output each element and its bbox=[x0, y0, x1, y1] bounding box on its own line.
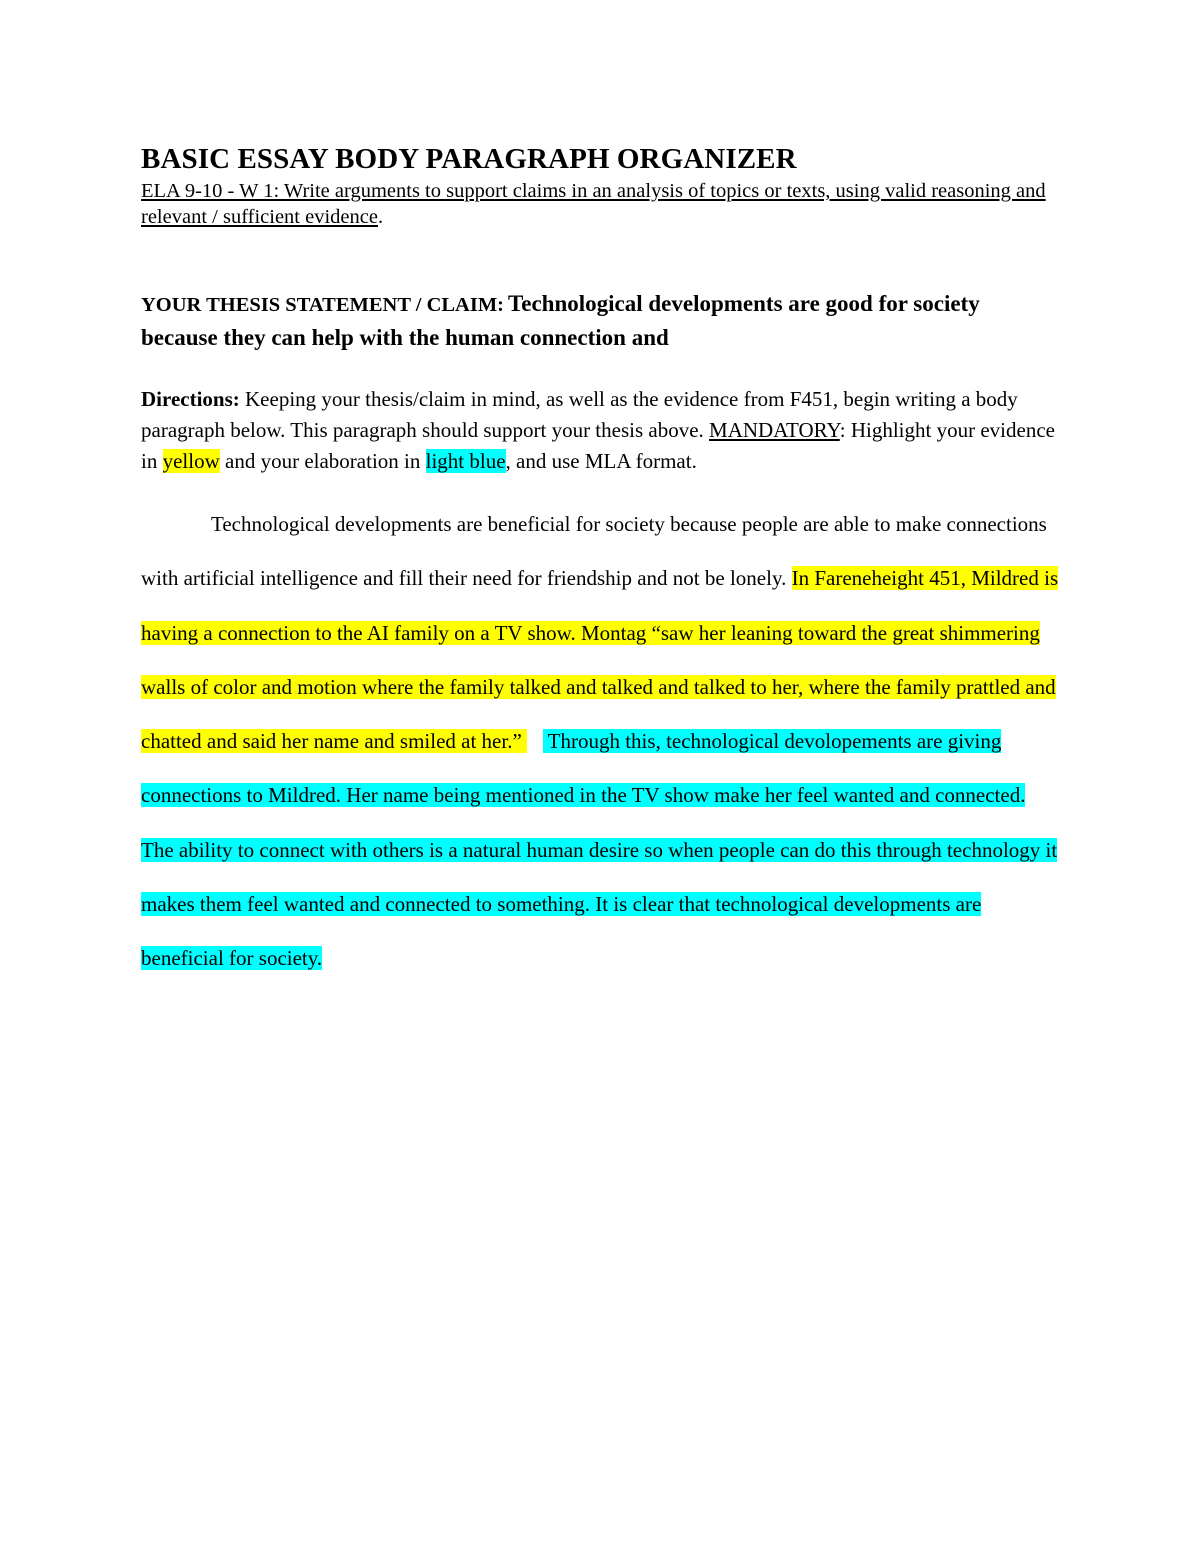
claim-sentence: Technological developments are beneficial for society because people are able to make connections with artificial intelligence and fill their need for friendship and not be lonely. bbox=[141, 512, 1047, 591]
standard-text: ELA 9-10 - W 1: Write arguments to support claims in an analysis of topics or texts, using valid reasoning and relevant / sufficient evidence bbox=[141, 180, 1046, 228]
thesis-label: YOUR THESIS STATEMENT / CLAIM: bbox=[141, 294, 505, 316]
directions bbox=[141, 384, 1061, 477]
yellow-highlight-word: yellow bbox=[162, 449, 220, 473]
document-title: BASIC ESSAY BODY PARAGRAPH ORGANIZER bbox=[141, 143, 797, 175]
directions-text-4: , and use MLA format. bbox=[505, 449, 697, 473]
directions-label: Directions: bbox=[141, 387, 240, 411]
thesis-text: Technological developments are good for society because they can help with the human connection and bbox=[141, 291, 980, 350]
highlight-gap bbox=[527, 729, 543, 753]
document-page bbox=[141, 140, 1061, 986]
blue-highlight-word: light blue bbox=[425, 449, 506, 473]
directions-text-3: and your elaboration in bbox=[219, 449, 426, 473]
mandatory-label: MANDATORY bbox=[709, 418, 840, 442]
evidence-highlight: In Fareneheight 451, Mildred is having a connection to the AI family on a TV show. Montag “saw her leaning toward the great shimmering walls of color and motion where the family talked and talked and talked to her, where the family prattled and chatted and said her name and smiled at her.” bbox=[141, 566, 1059, 754]
body-paragraph bbox=[141, 497, 1061, 986]
directions-text-1: Keeping your thesis/claim in mind, as well as the evidence from F451, begin writing a body paragraph below. This paragraph should support your thesis above. bbox=[141, 387, 1018, 442]
directions-text-2: : Highlight your evidence in bbox=[141, 418, 1055, 473]
elaboration-highlight: Through this, technological devolopements are giving connections to Mildred. Her name being mentioned in the TV show make her feel wanted and connected. The ability to connect with others is a natural human desire so when people can do this through technology it makes them feel wanted and connected to something. It is clear that technological developments are beneficial for society. bbox=[141, 729, 1058, 971]
thesis-statement bbox=[141, 288, 1061, 356]
standard-period: . bbox=[377, 206, 384, 228]
standard-line bbox=[141, 178, 1061, 230]
